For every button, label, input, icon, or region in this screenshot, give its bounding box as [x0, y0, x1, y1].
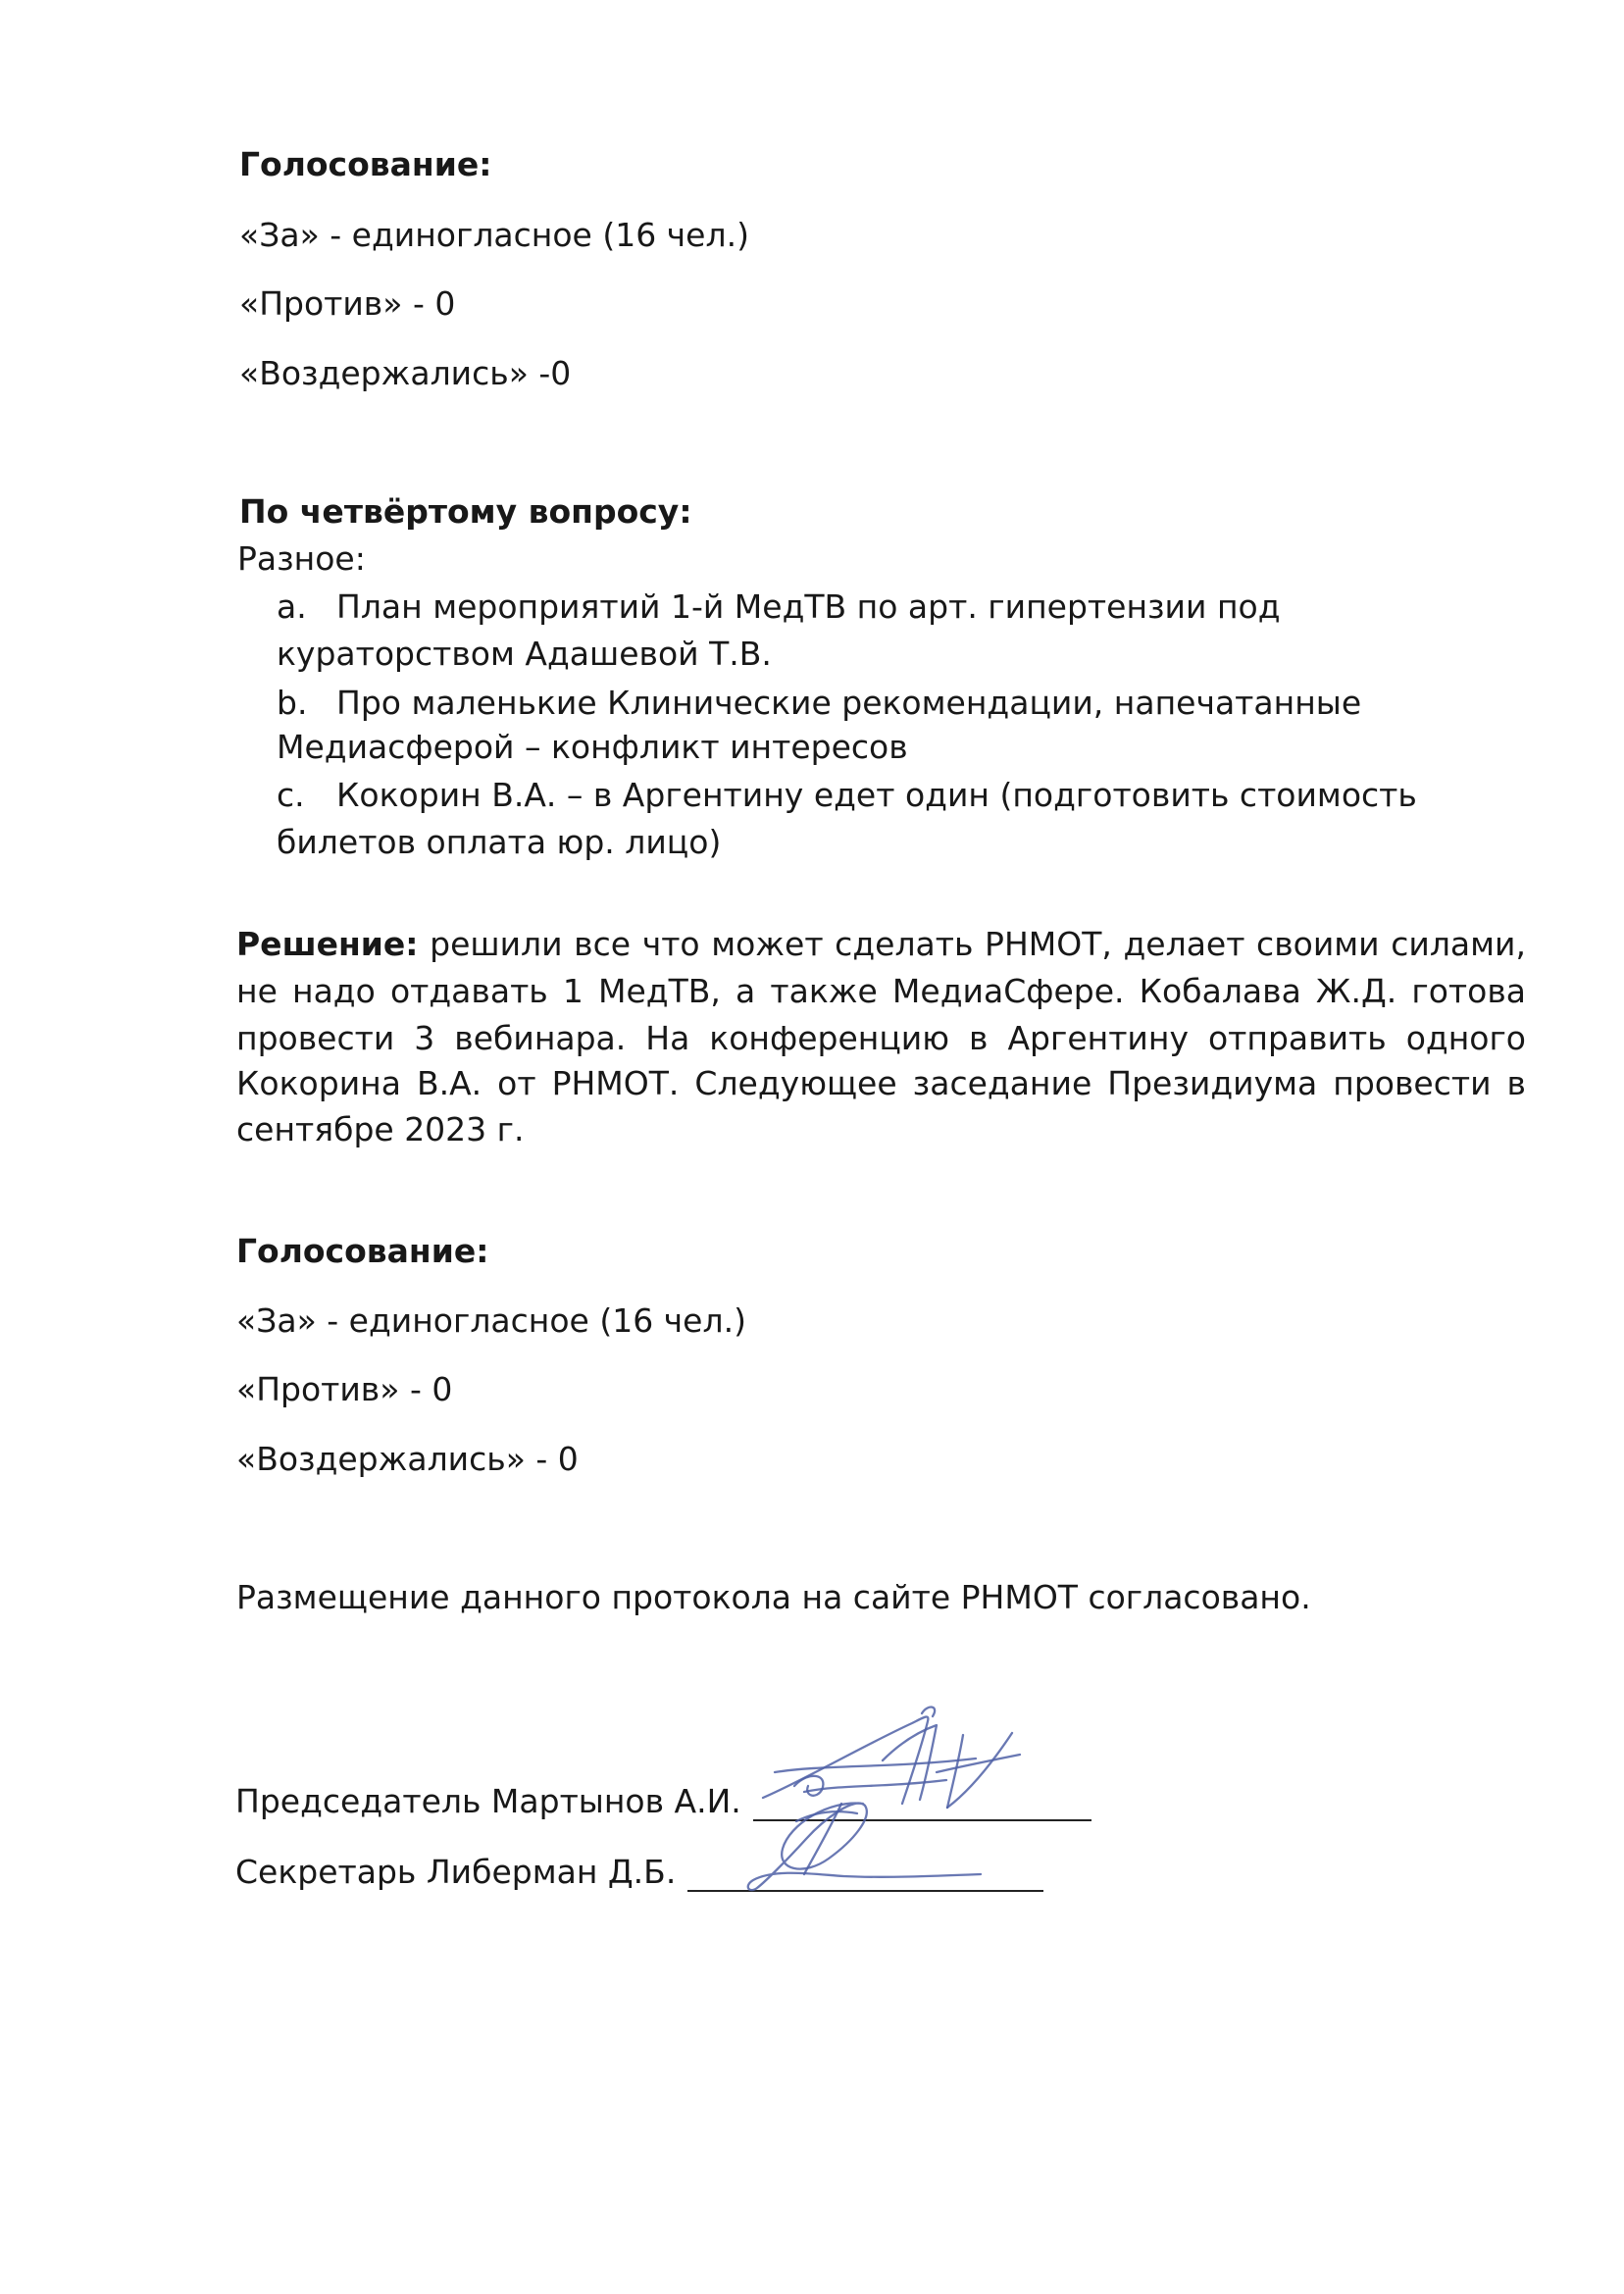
decision-line — [236, 923, 1526, 966]
vote-against-2: «Против» - 0 — [236, 1370, 453, 1408]
list-marker: a. — [277, 587, 307, 626]
decision-text: Кокорина В.А. от РНМОТ. Следующее заседание Президиума провести в — [236, 1064, 1526, 1102]
list-marker: b. — [277, 684, 308, 722]
question4-heading: По четвёртому вопросу: — [239, 492, 692, 531]
list-item-text-continued: Медиасферой – конфликт интересов — [277, 728, 908, 766]
decision-text: решили все что может сделать РНМОТ, делает своими силами, — [430, 925, 1526, 963]
vote-for-1: «За» - единогласное (16 чел.) — [239, 216, 749, 254]
decision-line-last — [236, 1108, 1526, 1151]
decision-label: Решение: — [236, 925, 419, 963]
decision-text: не надо отдавать 1 МедТВ, а также МедиаСфере. Кобалава Ж.Д. готова — [236, 972, 1526, 1010]
list-item-text-continued: кураторством Адашевой Т.В. — [277, 635, 772, 673]
signature — [736, 1702, 1030, 1898]
list-marker: c. — [277, 776, 305, 814]
secretary-signature — [748, 1804, 981, 1891]
chairman-label: Председатель Мартынов А.И. — [235, 1782, 741, 1820]
vote-abstained-1: «Воздержались» -0 — [239, 354, 572, 392]
list-item-text-continued: билетов оплата юр. лицо) — [277, 823, 722, 861]
decision-line — [236, 970, 1526, 1013]
question4-intro: Разное: — [237, 539, 366, 578]
chairman-signature — [763, 1708, 1020, 1808]
vote-abstained-2: «Воздержались» - 0 — [236, 1440, 579, 1478]
vote-against-1: «Против» - 0 — [239, 284, 456, 323]
list-item-text: Про маленькие Клинические рекомендации, напечатанные — [336, 684, 1362, 722]
list-item-text: План мероприятий 1-й МедТВ по арт. гипертензии под — [336, 587, 1281, 626]
decision-line — [236, 1017, 1526, 1060]
decision-line — [236, 1062, 1526, 1105]
secretary-label: Секретарь Либерман Д.Б. — [235, 1853, 677, 1891]
vote-for-2: «За» - единогласное (16 чел.) — [236, 1301, 746, 1340]
publication-note: Размещение данного протокола на сайте РНМОТ согласовано. — [236, 1578, 1311, 1616]
list-item-text: Кокорин В.А. – в Аргентину едет один (подготовить стоимость — [336, 776, 1417, 814]
decision-text: сентябре 2023 г. — [236, 1110, 525, 1148]
vote-heading-1: Голосование: — [239, 145, 492, 183]
decision-text: провести 3 вебинара. На конференцию в Аргентину отправить одного — [236, 1019, 1526, 1057]
vote-heading-2: Голосование: — [236, 1232, 489, 1270]
